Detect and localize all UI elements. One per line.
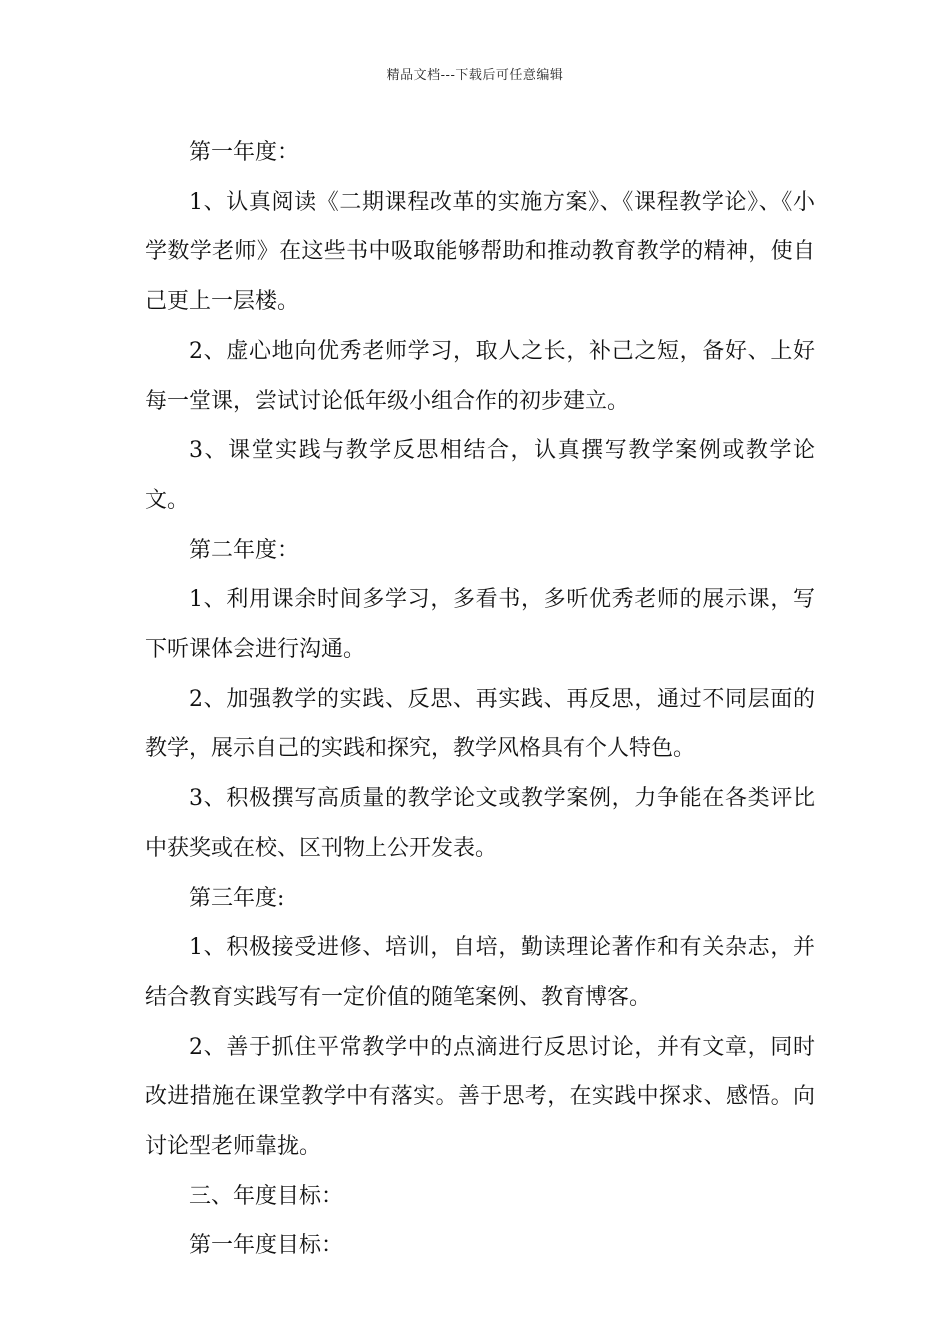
section-heading: 三、年度目标： [189, 1183, 344, 1209]
paragraph: 1、利用课余时间多学习，多看书，多听优秀老师的展示课，写下听课体会进行沟通。 [145, 587, 815, 663]
paragraph: 1、认真阅读《二期课程改革的实施方案》、《课程教学论》、《小学数学老师》在这些书中吸取能够帮助和推动教育教学的精神，使自己更上一层楼。 [145, 189, 815, 315]
document-body [145, 128, 815, 1271]
paragraph: 2、加强教学的实践、反思、再实践、再反思，通过不同层面的教学，展示自己的实践和探究，教学风格具有个人特色。 [145, 686, 815, 762]
paragraph: 1、积极接受进修、培训，自培，勤读理论著作和有关杂志，并结合教育实践写有一定价值的随笔案例、教育博客。 [145, 935, 815, 1010]
page-header: 精品文档---下载后可任意编辑 [386, 68, 564, 83]
paragraph: 2、善于抓住平常教学中的点滴进行反思讨论，并有文章，同时改进措施在课堂教学中有落实。善于思考，在实践中探求、感悟。向讨论型老师靠拢。 [145, 1034, 815, 1160]
paragraph: 2、虚心地向优秀老师学习，取人之长，补己之短，备好、上好每一堂课，尝试讨论低年级小组合作的初步建立。 [145, 338, 815, 414]
paragraph: 3、积极撰写高质量的教学论文或教学案例，力争能在各类评比中获奖或在校、区刊物上公开发表。 [145, 786, 815, 861]
heading-year-three: 第三年度: [189, 885, 285, 911]
paragraph: 3、课堂实践与教学反思相结合，认真撰写教学案例或教学论文。 [145, 438, 815, 513]
heading-year-two: 第二年度： [189, 537, 300, 563]
heading-year-one: 第一年度： [189, 140, 300, 165]
subsection-heading: 第一年度目标： [189, 1233, 344, 1259]
